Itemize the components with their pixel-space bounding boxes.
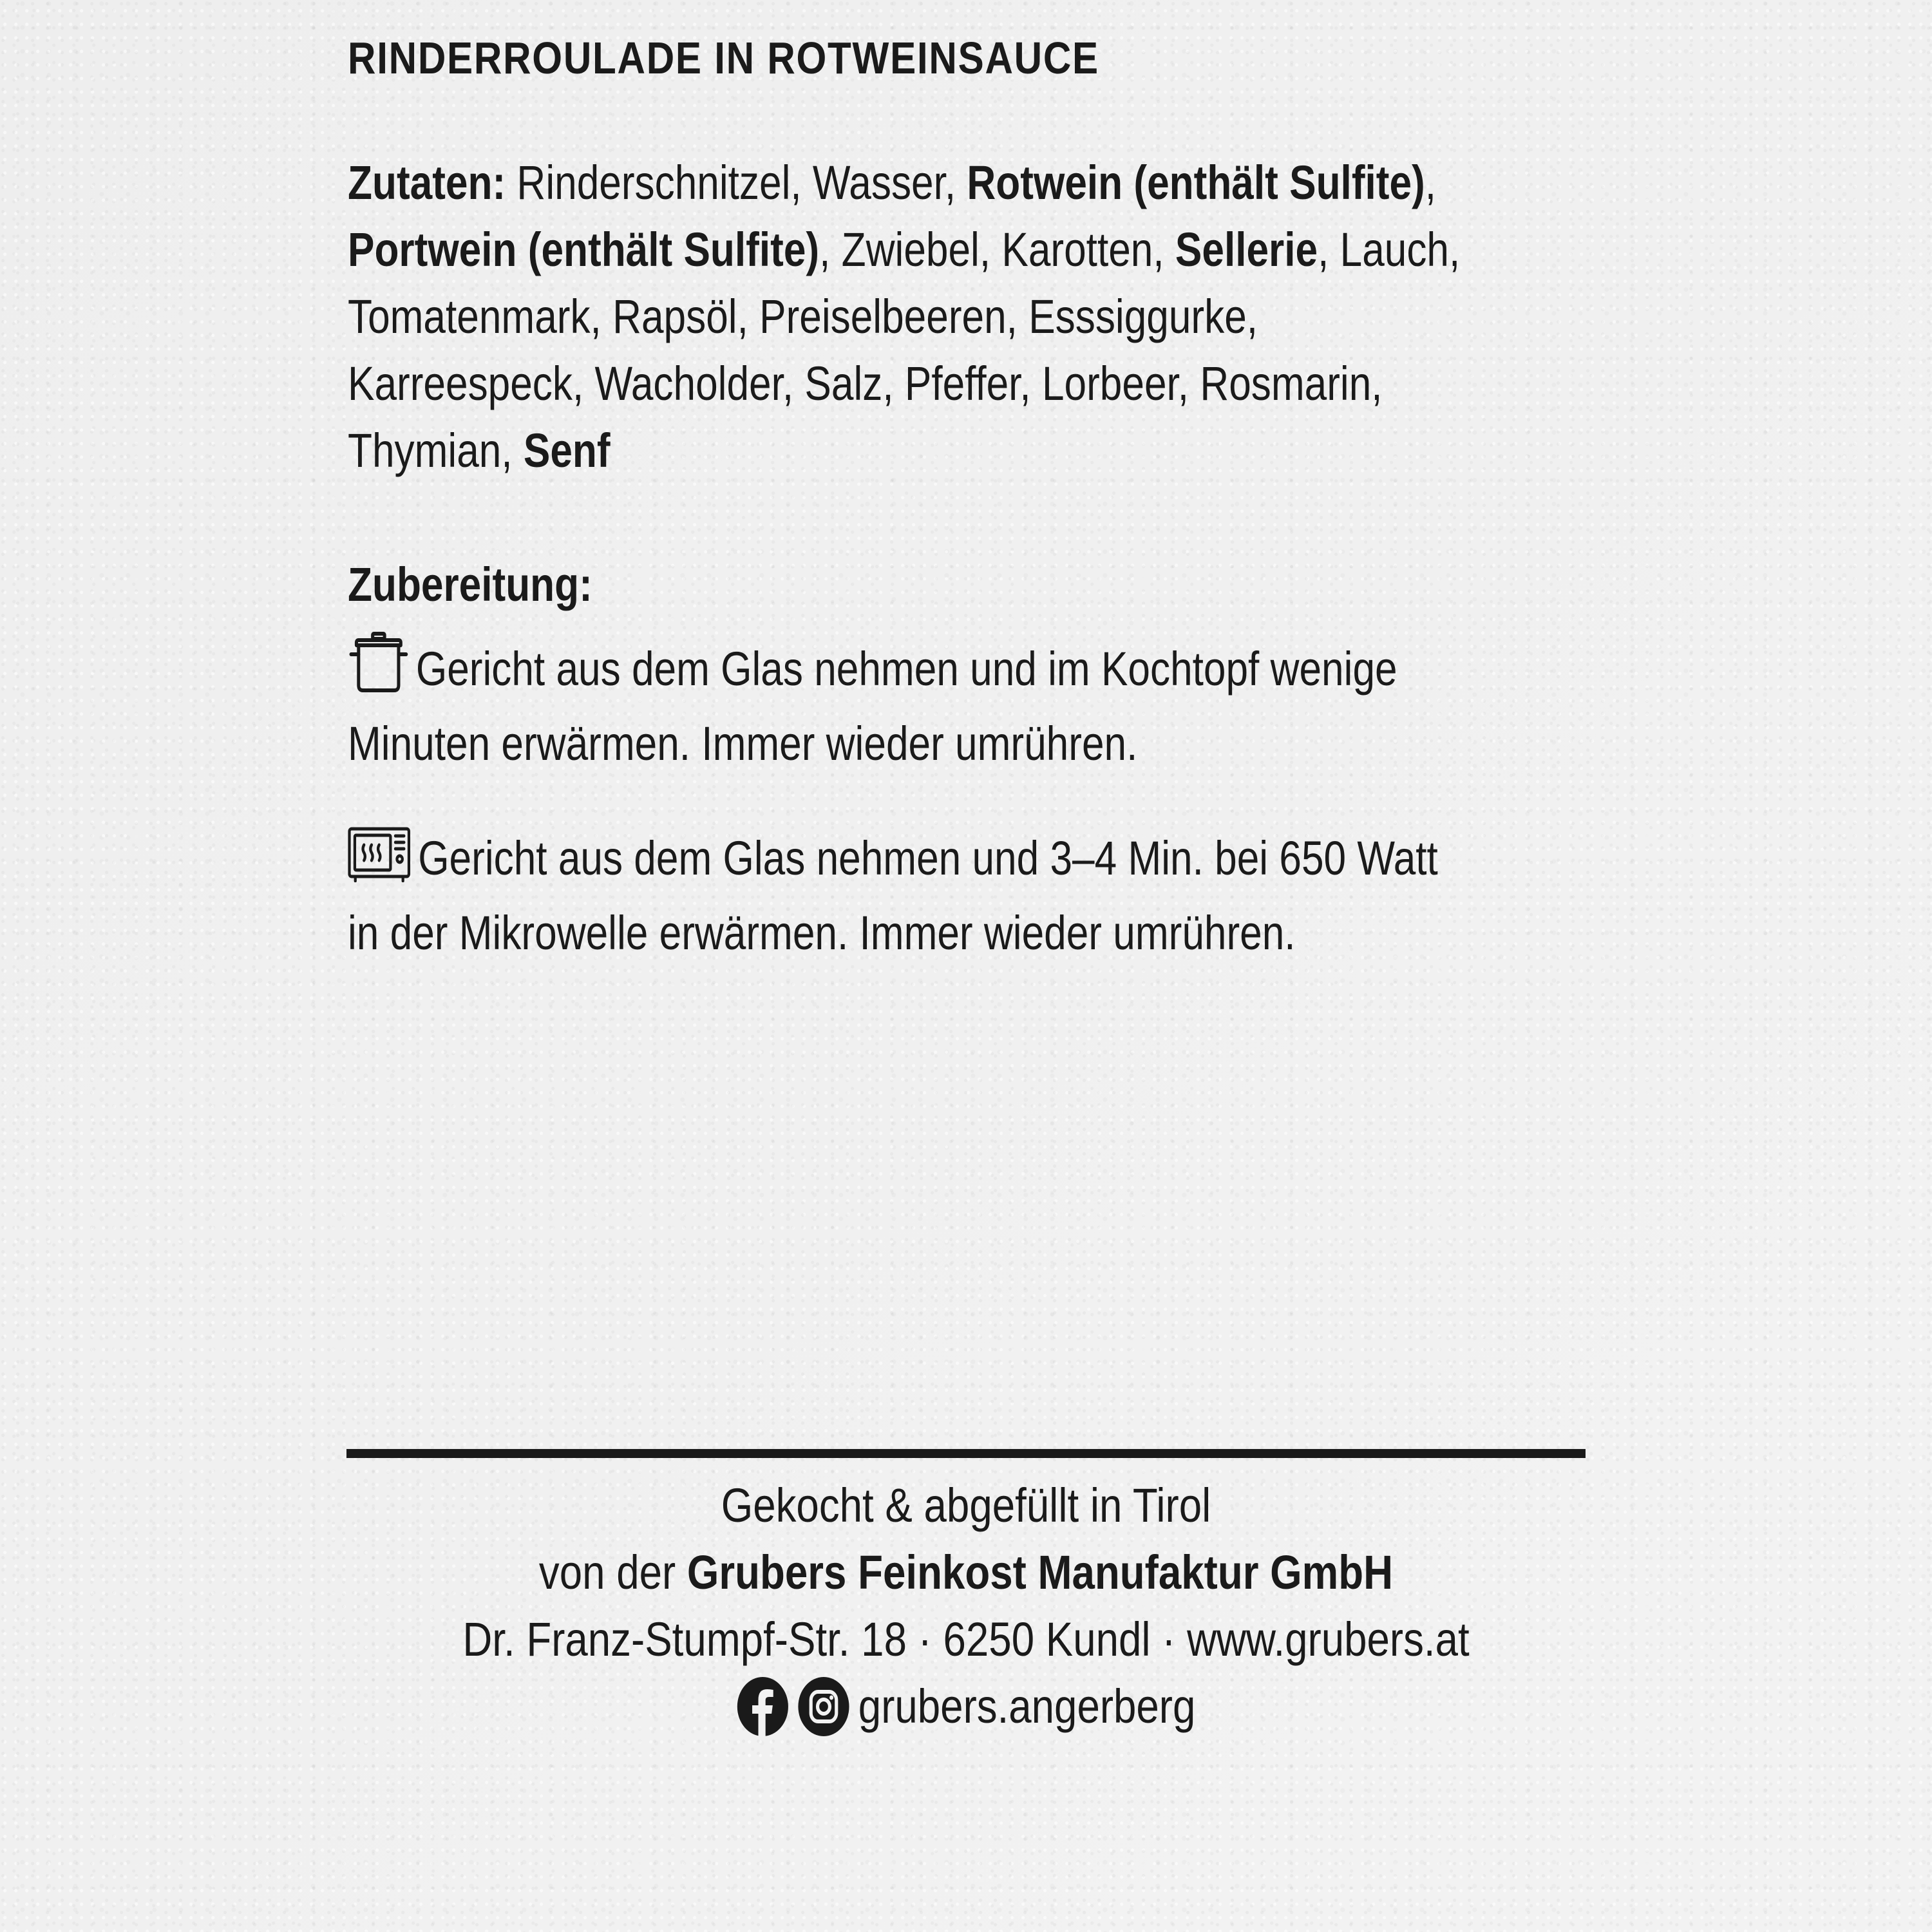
company-name: Grubers Feinkost Manufaktur GmbH xyxy=(687,1546,1394,1599)
producer-footer xyxy=(335,1472,1597,1754)
facebook-icon xyxy=(737,1676,789,1737)
preparation-step-microwave xyxy=(348,825,1462,967)
allergen-mustard: Senf xyxy=(523,424,611,477)
social-line xyxy=(423,1673,1509,1754)
product-title: RINDERROULADE IN ROTWEINSAUCE xyxy=(348,33,1099,83)
social-handle: grubers.angerberg xyxy=(858,1680,1196,1733)
ingredients-text xyxy=(348,149,1462,484)
producer-line xyxy=(423,1539,1509,1606)
ingredient-segment: Rinderschnitzel, Wasser, xyxy=(506,156,967,209)
preparation-step-text: Gericht aus dem Glas nehmen und 3–4 Min. bei 650 Watt in der Mikrowelle erwärmen. Immer wieder umrühren. xyxy=(348,831,1438,960)
microwave-icon xyxy=(348,827,410,900)
label-content xyxy=(348,26,1558,1014)
producer-prefix: von der xyxy=(538,1546,687,1599)
instagram-icon xyxy=(797,1676,849,1737)
cooking-pot-icon xyxy=(348,631,408,710)
preparation-step-text: Gericht aus dem Glas nehmen und im Kochtopf wenige Minuten erwärmen. Immer wieder umrühren. xyxy=(348,642,1397,770)
preparation-step-pot xyxy=(348,631,1462,777)
preparation-heading: Zubereitung: xyxy=(348,558,592,611)
address-line: Dr. Franz-Stumpf-Str. 18 · 6250 Kundl · www.grubers.at xyxy=(462,1613,1470,1666)
origin-line: Gekocht & abgefüllt in Tirol xyxy=(721,1479,1211,1532)
ingredient-segment: , xyxy=(1425,156,1437,209)
footer-divider xyxy=(346,1449,1586,1458)
ingredients-label: Zutaten: xyxy=(348,156,506,209)
allergen-red-wine: Rotwein (enthält Sulfite) xyxy=(967,156,1425,209)
ingredient-segment: , Lauch, Tomatenmark, Rapsöl, Preiselbeeren, Esssiggurke, Karreespeck, Wacholder, Salz, Pfeffer, Lorbeer, Rosmarin, Thymian, xyxy=(348,223,1461,477)
ingredient-segment: , Zwiebel, Karotten, xyxy=(819,223,1175,276)
allergen-port-wine: Portwein (enthält Sulfite) xyxy=(348,223,820,276)
allergen-celery: Sellerie xyxy=(1175,223,1318,276)
